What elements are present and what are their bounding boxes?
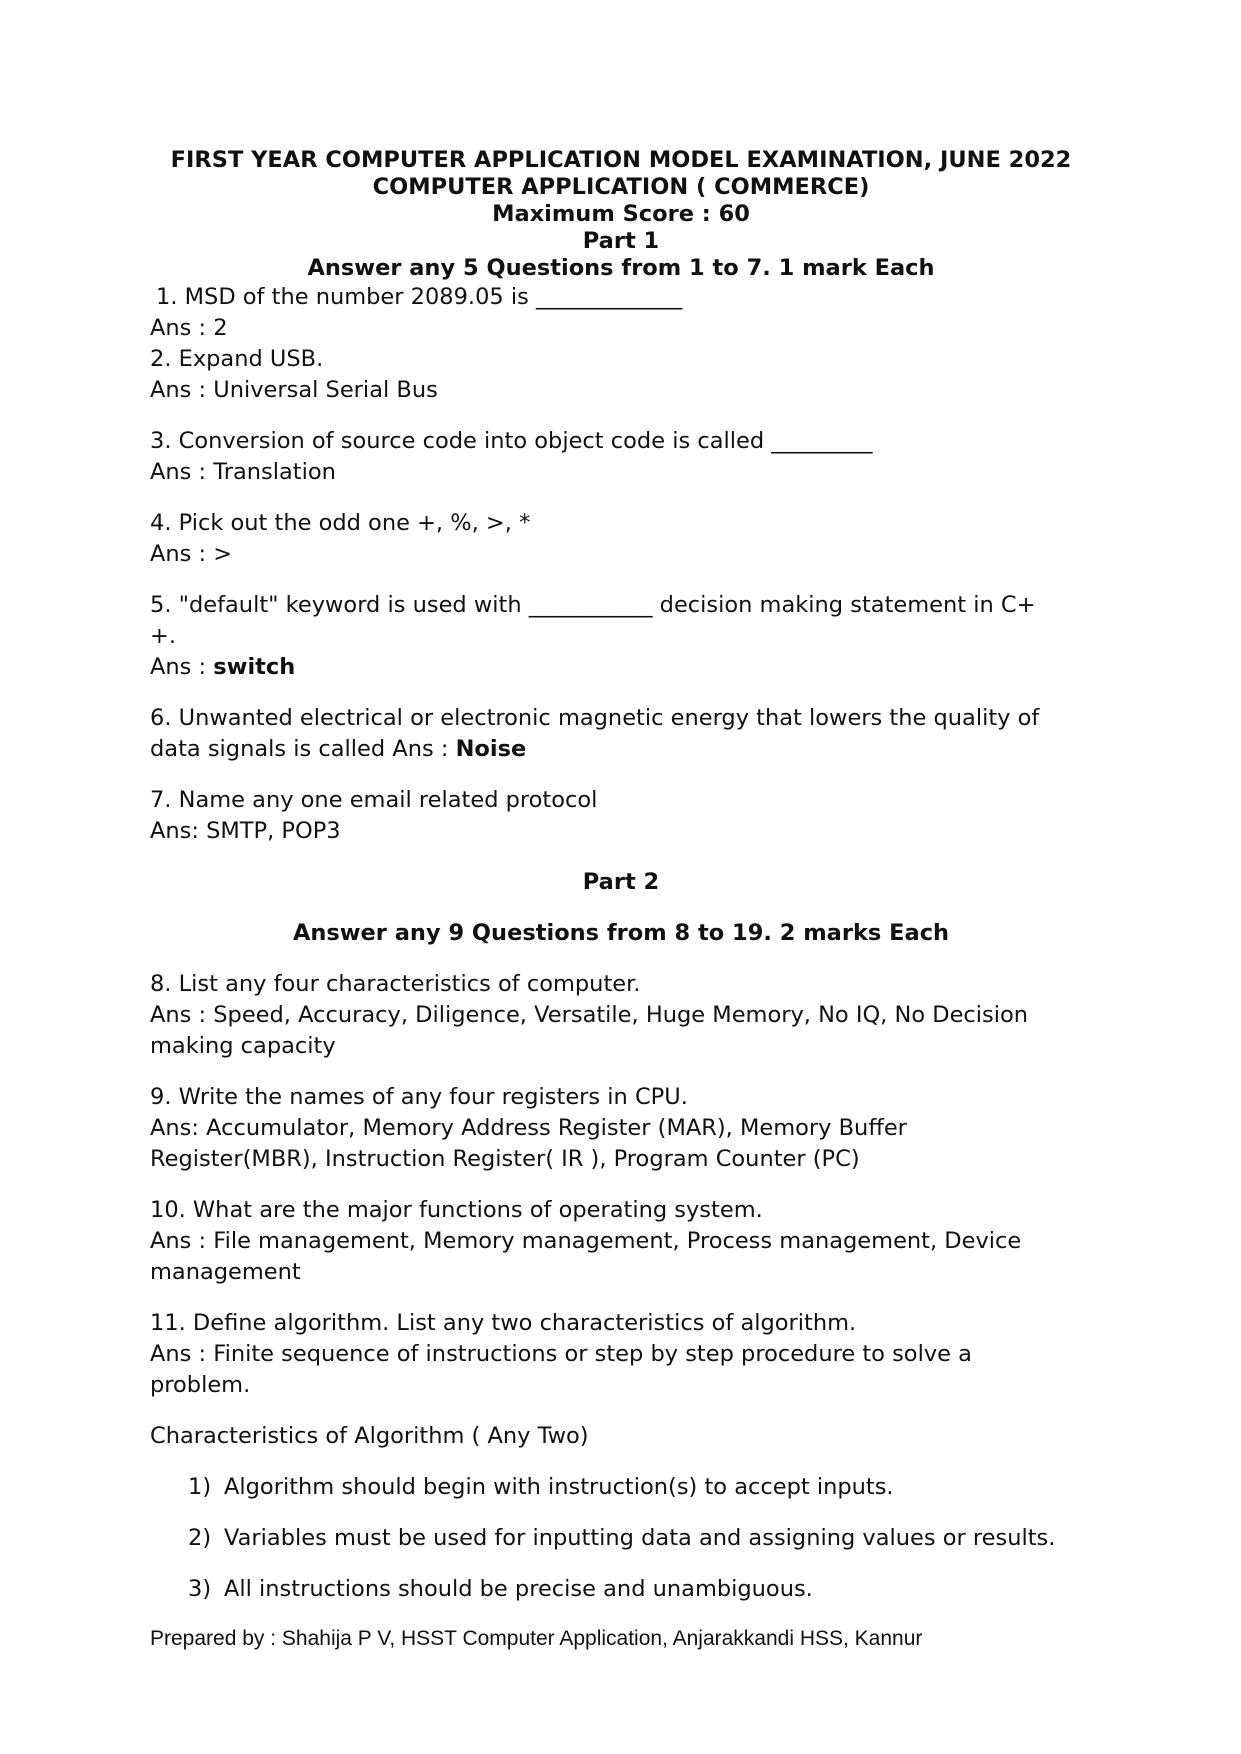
characteristic-item (150, 1574, 1092, 1605)
list-number: 1) (188, 1474, 212, 1500)
answer-text: Ans : Finite sequence of instructions or step by step procedure to solve a (150, 1341, 972, 1367)
question-text: 4. Pick out the odd one +, %, >, * (150, 510, 531, 536)
question-text: 8. List any four characteristics of computer. (150, 971, 641, 997)
part1-title: Part 1 (582, 228, 660, 254)
question-text: 11. Define algorithm. List any two characteristics of algorithm. (150, 1310, 857, 1336)
max-score: Maximum Score : 60 (492, 201, 750, 227)
list-text: Variables must be used for inputting data and assigning values or results. (224, 1525, 1056, 1551)
question-text: 10. What are the major functions of operating system. (150, 1197, 763, 1223)
question-text: 2. Expand USB. (150, 346, 324, 372)
question-text-cont: +. (150, 623, 177, 649)
list-number: 2) (188, 1525, 212, 1551)
answer-text: Ans : Universal Serial Bus (150, 377, 438, 403)
question-6 (150, 703, 1092, 765)
part2-instruction: Answer any 9 Questions from 8 to 19. 2 marks Each (292, 920, 950, 946)
characteristic-item (150, 1472, 1092, 1503)
answer-line (150, 652, 1092, 683)
list-text: Algorithm should begin with instruction(s) to accept inputs. (224, 1474, 894, 1500)
answer-text: switch (213, 654, 296, 680)
answer-text: Ans : > (150, 541, 233, 567)
question-8 (150, 969, 1092, 1062)
part1-instruction: Answer any 5 Questions from 1 to 7. 1 mark Each (307, 255, 935, 281)
question-10 (150, 1195, 1092, 1288)
answer-text: Ans: Accumulator, Memory Address Register (MAR), Memory Buffer (150, 1115, 907, 1141)
answer-text-cont: making capacity (150, 1033, 336, 1059)
question-text-end: data signals is called Ans : (150, 736, 456, 762)
exam-subject: COMPUTER APPLICATION ( COMMERCE) (372, 174, 870, 200)
exam-header (150, 147, 1092, 282)
question-1 (150, 282, 1092, 344)
list-text: All instructions should be precise and unambiguous. (224, 1576, 813, 1602)
answer-text: Ans : Speed, Accuracy, Diligence, Versatile, Huge Memory, No IQ, No Decision (150, 1002, 1029, 1028)
answer-text-cont: Register(MBR), Instruction Register( IR ), Program Counter (PC) (150, 1146, 860, 1172)
characteristic-item (150, 1523, 1092, 1554)
answer-text: Ans : File management, Memory management, Process management, Device (150, 1228, 1022, 1254)
question-text: 1. MSD of the number 2089.05 is _____________ (156, 284, 683, 310)
question-3 (150, 426, 1092, 488)
exam-title: FIRST YEAR COMPUTER APPLICATION MODEL EXAMINATION, JUNE 2022 (170, 147, 1072, 173)
answer-text: Noise (455, 736, 527, 762)
question-text: 9. Write the names of any four registers in CPU. (150, 1084, 688, 1110)
part2-title: Part 2 (582, 869, 660, 895)
answer-text-cont: management (150, 1259, 301, 1285)
characteristics-heading: Characteristics of Algorithm ( Any Two) (150, 1423, 589, 1449)
question-4 (150, 508, 1092, 570)
question-text-cont (150, 734, 1092, 765)
question-text: 3. Conversion of source code into object code is called _________ (150, 428, 873, 454)
answer-text: Ans: SMTP, POP3 (150, 818, 341, 844)
question-5 (150, 590, 1092, 683)
exam-content (150, 282, 1092, 1625)
question-9 (150, 1082, 1092, 1175)
answer-text: Ans : 2 (150, 315, 228, 341)
answer-text-cont: problem. (150, 1372, 251, 1398)
question-text: 5. "default" keyword is used with ___________ decision making statement in C+ (150, 592, 1036, 618)
footer-credit: Prepared by : Shahija P V, HSST Computer Application, Anjarakkandi HSS, Kannur (150, 1627, 923, 1650)
question-text: 7. Name any one email related protocol (150, 787, 598, 813)
question-text: 6. Unwanted electrical or electronic magnetic energy that lowers the quality of (150, 705, 1040, 731)
list-number: 3) (188, 1576, 212, 1602)
answer-prefix: Ans : (150, 654, 214, 680)
question-11 (150, 1308, 1092, 1401)
answer-text: Ans : Translation (150, 459, 336, 485)
question-2 (150, 344, 1092, 406)
question-7 (150, 785, 1092, 847)
